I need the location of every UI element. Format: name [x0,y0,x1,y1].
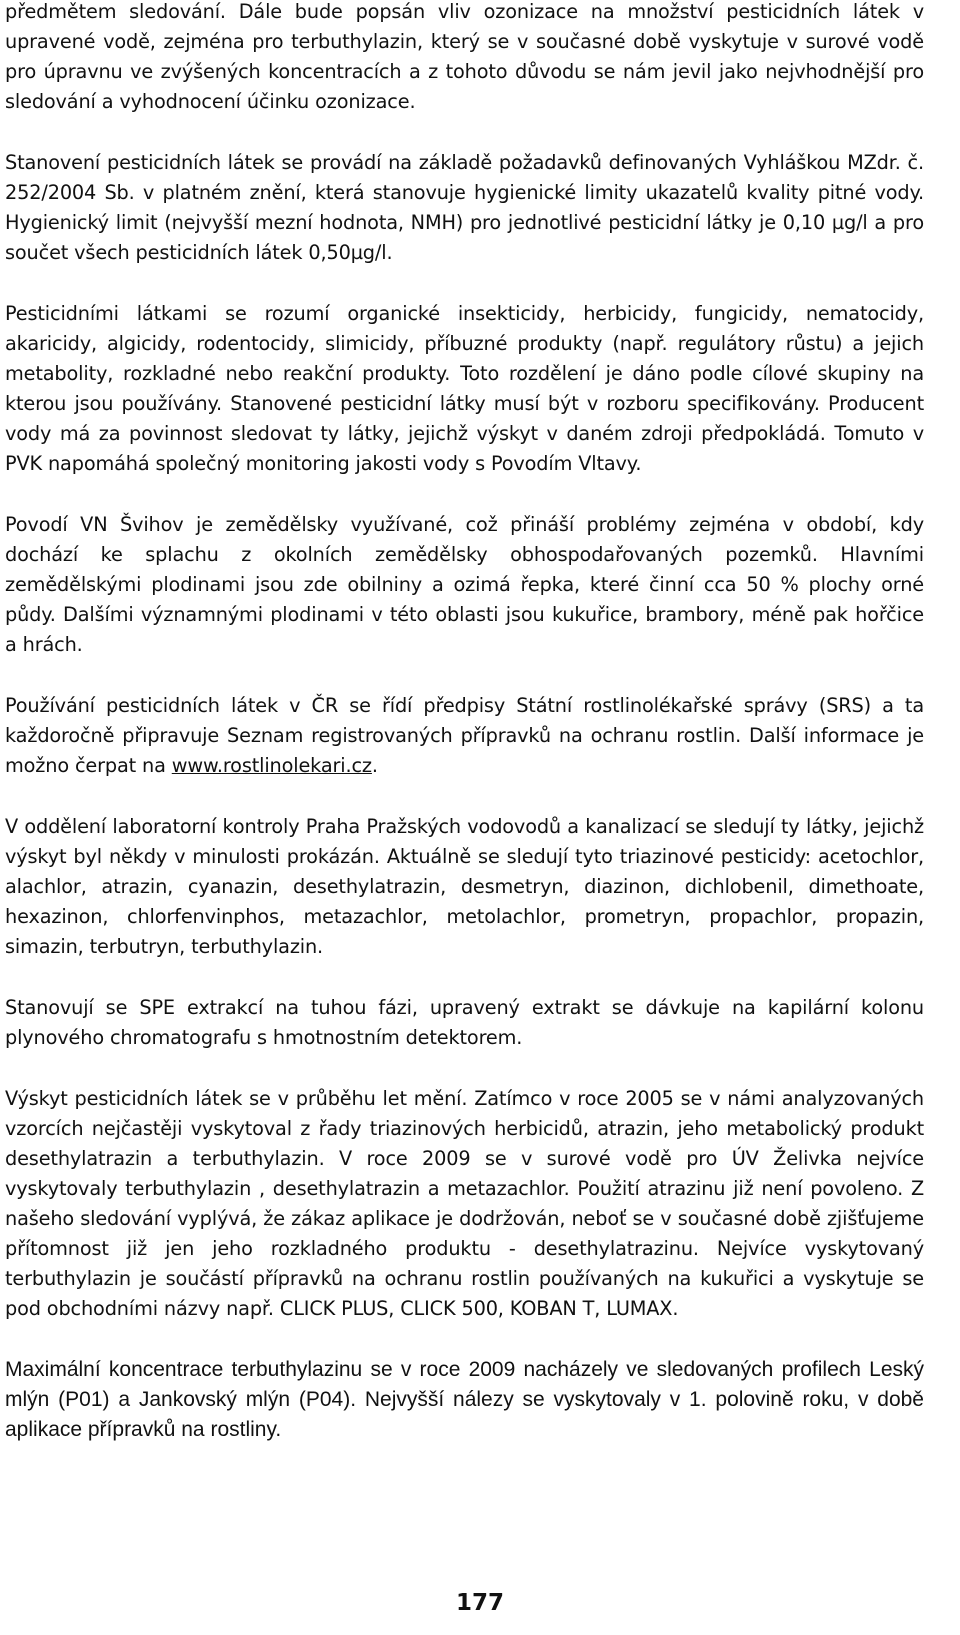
paragraph-definition: Pesticidními látkami se rozumí organické insekticidy, herbicidy, fungicidy, nematocidy, akaricidy, algicidy, rodentocidy, slimicidy, příbuzné produkty (např. regulátory růstu) a jejich metabolity, rozkladné nebo reakční produkty. Toto rozdělení je dáno podle cílové skupiny na kterou jsou používány. Stanovené pesticidní látky musí být v rozboru specifikovány. Producent vody má za povinnost sledovat ty látky, jejichž výskyt v daném zdroji předpokládá. Tomuto v PVK napomáhá společný monitoring jakosti vody s Povodím Vltavy. [5,302,924,475]
rostlinolekari-link[interactable]: www.rostlinolekari.cz [171,754,372,777]
paragraph-occurrence: Výskyt pesticidních látek se v průběhu let mění. Zatímco v roce 2005 se v námi analyzovaných vzorcích nejčastěji vyskytoval z řady triazinových herbicidů, atrazin, jeho metabolický produkt desethylatrazin a terbuthylazin. V roce 2009 se v surové vodě pro ÚV Želivka nejvíce vyskytovaly terbuthylazin , desethylatrazin a metazachlor. Použití atrazinu již není povoleno. Z našeho sledování vyplývá, že zákaz aplikace je dodržován, neboť se v současné době zjišťujeme přítomnost již jen jeho rozkladného produktu - desethylatrazinu. Nejvíce vyskytovaný terbuthylazin je součástí přípravků na ochranu rostlin používaných na kukuřici a vyskytuje se pod obchodními názvy např. CLICK PLUS, CLICK 500, KOBAN T, LUMAX. [5,1087,924,1320]
paragraph-method: Stanovují se SPE extrakcí na tuhou fázi, upravený extrakt se dávkuje na kapilární kolonu plynového chromatografu s hmotnostním detektorem. [5,996,924,1049]
paragraph-regulation [5,691,924,781]
paragraph-intro: předmětem sledování. Dále bude popsán vliv ozonizace na množství pesticidních látek v upravené vodě, zejména pro terbuthylazin, který se v současné době vyskytuje v surové vodě pro úpravnu ve zvýšených koncentracích a z tohoto důvodu se nám jevil jako nejvhodnější pro sledování a vyhodnocení účinku ozonizace. [5,0,924,113]
paragraph-maximum: Maximální koncentrace terbuthylazinu se v roce 2009 nacházely ve sledovaných profilech Leský mlýn (P01) a Jankovský mlýn (P04). Nejvyšší nálezy se vyskytovaly v 1. polovině roku, v době aplikace přípravků na rostliny. [5,1358,924,1441]
paragraph-laboratory: V oddělení laboratorní kontroly Praha Pražských vodovodů a kanalizací se sledují ty látky, jejichž výskyt byl někdy v minulosti prokázán. Aktuálně se sledují tyto triazinové pesticidy: acetochlor, alachlor, atrazin, cyanazin, desethylatrazin, desmetryn, diazinon, dichlobenil, dimethoate, hexazinon, chlorfenvinphos, metazachlor, metolachlor, prometryn, propachlor, propazin, simazin, terbutryn, terbuthylazin. [5,815,924,958]
regulation-text-after-link: . [371,754,378,777]
regulation-text-before-link: Používání pesticidních látek v ČR se řídí předpisy Státní rostlinolékařské správy (SRS) a ta každoročně připravuje Seznam registrovaných přípravků na ochranu rostlin. Další informace je možno čerpat na [5,694,924,777]
paragraph-standard: Stanovení pesticidních látek se provádí na základě požadavků definovaných Vyhláškou MZdr. č. 252/2004 Sb. v platném znění, která stanovuje hygienické limity ukazatelů kvality pitné vody. Hygienický limit (nejvyšší mezní hodnota, NMH) pro jednotlivé pesticidní látky je 0,10 µg/l a pro součet všech pesticidních látek 0,50µg/l. [5,151,924,264]
paragraph-basin: Povodí VN Švihov je zemědělsky využívané, což přináší problémy zejména v období, kdy dochází ke splachu z okolních zemědělsky obhospodařovaných pozemků. Hlavními zemědělskými plodinami jsou zde obilniny a ozimá řepka, které činní cca 50 % plochy orné půdy. Dalšími významnými plodinami v této oblasti jsou kukuřice, brambory, méně pak hořčice a hrách. [5,513,924,656]
page-number: 177 [455,1590,504,1616]
